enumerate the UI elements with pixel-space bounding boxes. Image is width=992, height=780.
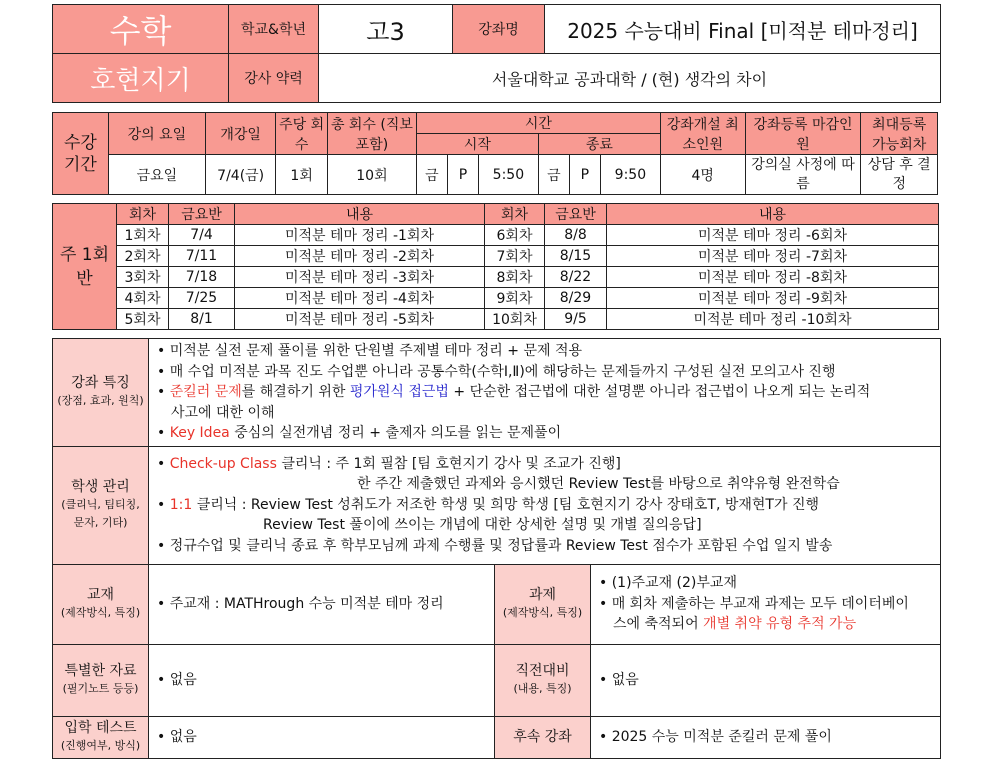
management-line: • 1:1 클리닉 : Review Test 성취도가 저조한 학생 및 희망 학생 [팀 호현지기 강사 장태호T, 방재현T가 진행 xyxy=(157,496,819,513)
session: 9회차 xyxy=(485,288,545,309)
col-max: 최대등록 가능회차 xyxy=(861,113,938,155)
content: 미적분 테마 정리 -1회차 xyxy=(235,225,485,246)
date: 7/4 xyxy=(169,225,235,246)
content: 미적분 테마 정리 -9회차 xyxy=(607,288,939,309)
content: 미적분 테마 정리 -8회차 xyxy=(607,267,939,288)
period-side-label: 수강 기간 xyxy=(53,113,109,195)
schedule-row xyxy=(53,246,939,267)
homework-line: • (1)주교재 (2)부교재 xyxy=(599,575,737,592)
prep-content: • 없음 xyxy=(591,644,941,716)
features-line: 사고에 대한 이해 xyxy=(171,404,275,421)
homework-header xyxy=(495,564,591,644)
date: 7/11 xyxy=(169,246,235,267)
features-line: • 미적분 실전 문제 풀이를 위한 단원별 주제별 테마 정리 + 문제 적용 xyxy=(157,343,583,359)
entrance-sub: (진행여부, 방식) xyxy=(60,739,141,752)
val-deadline: 강의실 사정에 따름 xyxy=(745,155,861,195)
prep-header xyxy=(495,644,591,716)
entrance-label: 입학 테스트 xyxy=(64,720,137,736)
col-min: 강좌개설 최소인원 xyxy=(660,113,745,155)
col-deadline: 강좌등록 마감인원 xyxy=(745,113,861,155)
col-start-date: 개강일 xyxy=(206,113,276,155)
col-weekly: 주당 회수 xyxy=(276,113,328,155)
homework-line: 스에 축적되어 개별 취약 유형 추적 가능 xyxy=(613,616,857,633)
val-start-date: 7/4(금) xyxy=(206,155,276,195)
val-start-ap: P xyxy=(447,155,478,195)
homework-content xyxy=(591,564,941,644)
textbook-header xyxy=(53,564,149,644)
course-label: 강좌명 xyxy=(453,5,545,54)
val-day: 금요일 xyxy=(108,155,205,195)
val-max: 상담 후 결정 xyxy=(861,155,938,195)
management-line: 한 주간 제출했던 과제와 응시했던 Review Test를 바탕으로 취약유형 완전학습 xyxy=(357,476,840,493)
content: 미적분 테마 정리 -7회차 xyxy=(607,246,939,267)
session: 3회차 xyxy=(117,267,169,288)
date: 8/15 xyxy=(545,246,607,267)
schedule-row xyxy=(53,267,939,288)
date: 7/25 xyxy=(169,288,235,309)
management-line: • 정규수업 및 클리닉 종료 후 학부모님께 과제 수행률 및 정답률과 Review Test 점수가 포함된 수업 일지 발송 xyxy=(157,537,833,554)
session: 2회차 xyxy=(117,246,169,267)
features-line: • 매 수업 미적분 과목 진도 수업뿐 아니라 공통수학(수학Ⅰ,Ⅱ)에 해당하는 문제들까지 구성된 실전 모의고사 진행 xyxy=(157,363,836,380)
features-sub: (장점, 효과, 원칙) xyxy=(57,394,144,408)
textbook-sub: (제작방식, 특징) xyxy=(60,606,141,619)
col-content-left: 내용 xyxy=(235,204,485,225)
textbook-content: • 주교재 : MATHrough 수능 미적분 테마 정리 xyxy=(149,564,495,644)
session: 7회차 xyxy=(485,246,545,267)
col-session-right: 회차 xyxy=(485,204,545,225)
content: 미적분 테마 정리 -3회차 xyxy=(235,267,485,288)
date: 8/8 xyxy=(545,225,607,246)
date: 9/5 xyxy=(545,309,607,330)
features-header xyxy=(53,339,149,447)
course-header-table xyxy=(52,4,941,103)
col-content-right: 내용 xyxy=(607,204,939,225)
schedule-row xyxy=(53,288,939,309)
col-time-start: 시작 xyxy=(416,134,538,155)
date: 8/1 xyxy=(169,309,235,330)
textbook-label: 교재 xyxy=(86,587,115,603)
homework-label: 과제 xyxy=(528,587,557,603)
date: 8/29 xyxy=(545,288,607,309)
course-details-table xyxy=(52,338,941,759)
grade-value: 고3 xyxy=(319,5,453,54)
col-time: 시간 xyxy=(416,113,660,134)
val-end-time: 9:50 xyxy=(600,155,660,195)
col-day: 강의 요일 xyxy=(108,113,205,155)
content: 미적분 테마 정리 -4회차 xyxy=(235,288,485,309)
session: 4회차 xyxy=(117,288,169,309)
management-line: Review Test 풀이에 쓰이는 개념에 대한 상세한 설명 및 개별 질의응답] xyxy=(263,517,702,534)
special-sub: (필기노트 등등) xyxy=(62,682,139,695)
content: 미적분 테마 정리 -5회차 xyxy=(235,309,485,330)
session: 10회차 xyxy=(485,309,545,330)
followup-content: • 2025 수능 미적분 준킬러 문제 풀이 xyxy=(591,716,941,758)
col-total: 총 회수 (직보포함) xyxy=(327,113,416,155)
teacher-bio: 서울대학교 공과대학 / (현) 생각의 차이 xyxy=(319,54,941,103)
val-start-day: 금 xyxy=(416,155,447,195)
col-date-right: 금요반 xyxy=(545,204,607,225)
val-start-time: 5:50 xyxy=(478,155,538,195)
management-header xyxy=(53,446,149,564)
management-sub: (클리닉, 팀티칭, 문자, 기타) xyxy=(61,498,140,529)
session: 8회차 xyxy=(485,267,545,288)
schedule-row xyxy=(53,309,939,330)
teacher-name: 호현지기 xyxy=(53,54,229,103)
val-end-ap: P xyxy=(569,155,600,195)
features-line: • Key Idea 중심의 실전개념 정리 + 출제자 의도를 읽는 문제풀이 xyxy=(157,425,562,441)
session: 6회차 xyxy=(485,225,545,246)
management-content xyxy=(149,446,941,564)
entrance-content: • 없음 xyxy=(149,716,495,758)
prep-sub: (내용, 특징) xyxy=(513,682,572,695)
course-title: 2025 수능대비 Final [미적분 테마정리] xyxy=(545,5,941,54)
homework-sub: (제작방식, 특징) xyxy=(502,606,583,619)
col-session-left: 회차 xyxy=(117,204,169,225)
special-header xyxy=(53,644,149,716)
date: 7/18 xyxy=(169,267,235,288)
subject-title: 수학 xyxy=(53,5,229,54)
col-time-end: 종료 xyxy=(538,134,660,155)
col-date-left: 금요반 xyxy=(169,204,235,225)
prep-label: 직전대비 xyxy=(515,663,570,679)
session: 5회차 xyxy=(117,309,169,330)
followup-label: 후속 강좌 xyxy=(495,716,591,758)
schedule-side-label: 주 1회반 xyxy=(53,204,117,330)
content: 미적분 테마 정리 -6회차 xyxy=(607,225,939,246)
val-end-day: 금 xyxy=(538,155,569,195)
special-label: 특별한 자료 xyxy=(64,663,137,679)
val-weekly: 1회 xyxy=(276,155,328,195)
features-line: • 준킬러 문제를 해결하기 위한 평가원식 접근법 + 단순한 접근법에 대한 설명뿐 아니라 접근법이 나오게 되는 논리적 xyxy=(157,384,871,400)
schedule-row xyxy=(53,225,939,246)
session: 1회차 xyxy=(117,225,169,246)
grade-label: 학교&학년 xyxy=(229,5,319,54)
course-period-table xyxy=(52,112,938,195)
features-content xyxy=(149,339,941,447)
schedule-table xyxy=(52,203,939,330)
management-line: • Check-up Class 클리닉 : 주 1회 필참 [팀 호현지기 강사 및 조교가 진행] xyxy=(157,455,621,472)
special-content: • 없음 xyxy=(149,644,495,716)
content: 미적분 테마 정리 -10회차 xyxy=(607,309,939,330)
bio-label: 강사 약력 xyxy=(229,54,319,103)
management-label: 학생 관리 xyxy=(71,479,130,495)
date: 8/22 xyxy=(545,267,607,288)
entrance-header xyxy=(53,716,149,758)
homework-line: • 매 회차 제출하는 부교재 과제는 모두 데이터베이 xyxy=(599,595,909,612)
features-label: 강좌 특징 xyxy=(71,375,130,392)
val-min: 4명 xyxy=(660,155,745,195)
val-total: 10회 xyxy=(327,155,416,195)
content: 미적분 테마 정리 -2회차 xyxy=(235,246,485,267)
